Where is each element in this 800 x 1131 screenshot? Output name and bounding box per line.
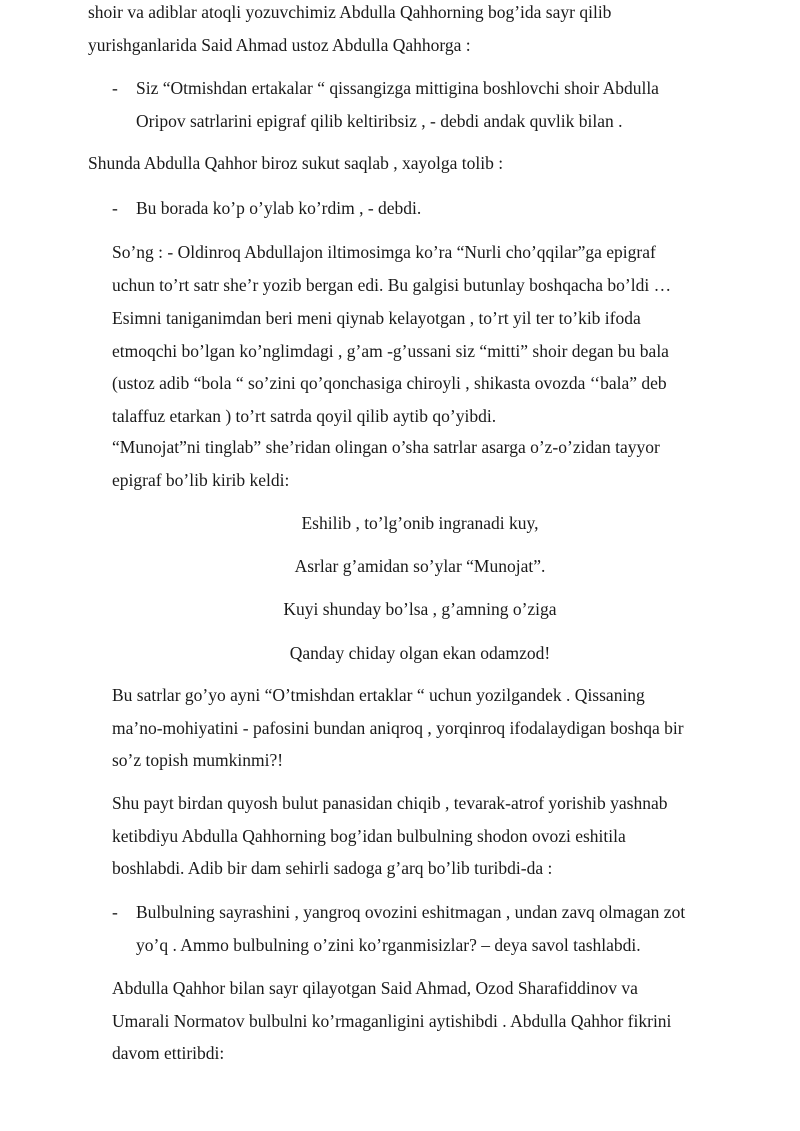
paragraph-4-line-2: ma’no-mohiyatini - pafosini bundan aniqroq , yorqinroq ifodalaydigan boshqa bir bbox=[112, 718, 684, 738]
paragraph-1-line-1: shoir va adiblar atoqli yozuvchimiz Abdulla Qahhorning bog’ida sayr qilib bbox=[88, 2, 612, 22]
dialogue-1-line-2: Oripov satrlarini epigraf qilib keltiribsiz , - debdi andak quvlik bilan . bbox=[136, 111, 623, 131]
poem-line-2: Asrlar g’amidan so’ylar “Munojat”. bbox=[294, 556, 546, 576]
dialogue-1-line-1: Siz “Otmishdan ertakalar “ qissangizga mittigina boshlovchi shoir Abdulla bbox=[136, 78, 659, 98]
paragraph-4-line-1: Bu satrlar go’yo ayni “O’tmishdan ertaklar “ uchun yozilgandek . Qissaning bbox=[112, 685, 645, 705]
dialogue-dash: - bbox=[112, 198, 118, 218]
paragraph-2: Shunda Abdulla Qahhor biroz sukut saqlab , xayolga tolib : bbox=[88, 153, 504, 173]
paragraph-1-line-2: yurishganlarida Said Ahmad ustoz Abdulla Qahhorga : bbox=[88, 35, 471, 55]
poem-line-4: Qanday chiday olgan ekan odamzod! bbox=[289, 643, 551, 663]
paragraph-6-line-1: Abdulla Qahhor bilan sayr qilayotgan Said Ahmad, Ozod Sharafiddinov va bbox=[112, 978, 638, 998]
paragraph-6-line-2: Umarali Normatov bulbulni ko’rmaganligini aytishibdi . Abdulla Qahhor fikrini bbox=[112, 1011, 672, 1031]
poem-line-3: Kuyi shunday bo’lsa , g’amning o’ziga bbox=[283, 599, 557, 619]
paragraph-3-line-5: (ustoz adib “bola “ so’zini qo’qonchasiga chiroyli , shikasta ovozda ‘‘bala” deb bbox=[112, 373, 667, 393]
dialogue-3-line-2: yo’q . Ammo bulbulning o’zini ko’rganmisizlar? – deya savol tashlabdi. bbox=[136, 935, 641, 955]
dialogue-dash: - bbox=[112, 902, 118, 922]
paragraph-6-line-3: davom ettiribdi: bbox=[112, 1043, 225, 1063]
paragraph-5-line-2: ketibdiyu Abdulla Qahhorning bog’idan bulbulning shodon ovozi eshitila bbox=[112, 826, 626, 846]
paragraph-3-line-8: epigraf bo’lib kirib keldi: bbox=[112, 470, 290, 490]
dialogue-3-line-1: Bulbulning sayrashini , yangroq ovozini eshitmagan , undan zavq olmagan zot bbox=[136, 902, 686, 922]
poem-line-1: Eshilib , to’lg’onib ingranadi kuy, bbox=[301, 513, 539, 533]
dialogue-2: Bu borada ko’p o’ylab ko’rdim , - debdi. bbox=[136, 198, 422, 218]
paragraph-3-line-4: etmoqchi bo’lgan ko’nglimdagi , g’am -g’ussani siz “mitti” shoir degan bu bala bbox=[112, 341, 669, 361]
paragraph-4-line-3: so’z topish mumkinmi?! bbox=[112, 750, 284, 770]
paragraph-3-line-2: uchun to’rt satr she’r yozib bergan edi. Bu galgisi butunlay boshqacha bo’ldi … bbox=[112, 275, 672, 295]
paragraph-3-line-1: So’ng : - Oldinroq Abdullajon iltimosimga ko’ra “Nurli cho’qqilar”ga epigraf bbox=[112, 242, 656, 262]
paragraph-3-line-3: Esimni taniganimdan beri meni qiynab kelayotgan , to’rt yil ter to’kib ifoda bbox=[112, 308, 641, 328]
paragraph-3-line-7: “Munojat”ni tinglab” she’ridan olingan o’sha satrlar asarga o’z-o’zidan tayyor bbox=[112, 437, 660, 457]
paragraph-3-line-6: talaffuz etarkan ) to’rt satrda qoyil qilib aytib qo’yibdi. bbox=[112, 406, 497, 426]
paragraph-5-line-3: boshlabdi. Adib bir dam sehirli sadoga g’arq bo’lib turibdi-da : bbox=[112, 858, 553, 878]
paragraph-5-line-1: Shu payt birdan quyosh bulut panasidan chiqib , tevarak-atrof yorishib yashnab bbox=[112, 793, 668, 813]
dialogue-dash: - bbox=[112, 78, 118, 98]
